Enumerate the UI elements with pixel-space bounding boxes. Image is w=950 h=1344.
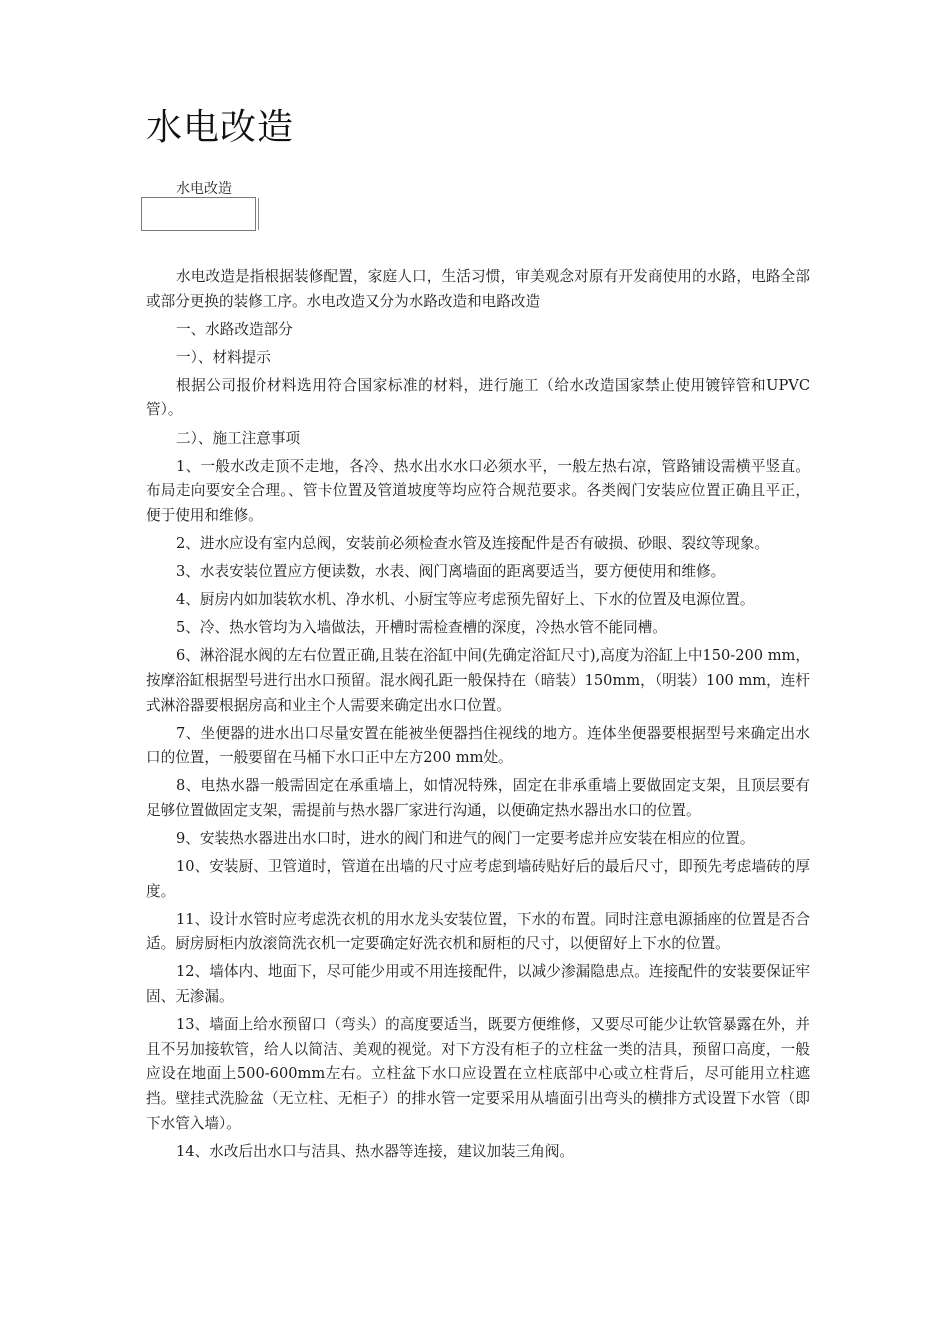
document-subtitle: 水电改造 (176, 181, 232, 197)
list-item-12: 12、墙体内、地面下，尽可能少用或不用连接配件，以减少渗漏隐患点。连接配件的安装要保证牢固、无渗漏。 (146, 963, 810, 1006)
subsection-heading-construction: 二）、施工注意事项 (176, 429, 301, 447)
list-item-2: 2、进水应设有室内总阀，安装前必须检查水管及连接配件是否有破损、砂眼、裂纹等现象。 (176, 534, 770, 552)
list-item-14: 14、水改后出水口与洁具、热水器等连接，建议加装三角阀。 (176, 1142, 575, 1160)
list-item-4: 4、厨房内如加装软水机、净水机、小厨宝等应考虑预先留好上、下水的位置及电源位置。 (176, 591, 755, 609)
list-item-8: 8、电热水器一般需固定在承重墙上，如情况特殊，固定在非承重墙上要做固定支架，且顶层要有足够位置做固定支架，需提前与热水器厂家进行沟通，以便确定热水器出水口的位置。 (146, 777, 810, 819)
list-item-9: 9、安装热水器进出水口时，进水的阀门和进气的阀门一定要考虑并应安装在相应的位置。 (176, 829, 755, 847)
materials-paragraph: 根据公司报价材料选用符合国家标准的材料，进行施工（给水改造国家禁止使用镀锌管和UPVC管）。 (146, 376, 810, 419)
list-item-1: 1、一般水改走顶不走地，各冷、热水出水水口必须水平，一般左热右凉，管路铺设需横平竖直。布局走向要安全合理。、管卡位置及管道坡度等均应符合规范要求。各类阀门安装应位置正确且平正，便于使用和维修。 (146, 457, 810, 524)
list-item-10: 10、安装厨、卫管道时，管道在出墙的尺寸应考虑到墙砖贴好后的最后尺寸，即预先考虑墙砖的厚度。 (146, 858, 810, 900)
section-heading-water: 一、水路改造部分 (176, 320, 293, 338)
list-item-5: 5、冷、热水管均为入墙做法，开槽时需检查槽的深度，冷热水管不能同槽。 (176, 619, 667, 637)
list-item-7: 7、坐便器的进水出口尽量安置在能被坐便器挡住视线的地方。连体坐便器要根据型号来确定出水口的位置，一般要留在马桶下水口正中左方200 mm处。 (146, 724, 810, 767)
empty-image-frame (141, 197, 256, 231)
list-item-3: 3、水表安装位置应方便读数，水表、阀门离墙面的距离要适当，要方便使用和维修。 (176, 563, 726, 581)
list-item-11: 11、设计水管时应考虑洗衣机的用水龙头安装位置，下水的布置。同时注意电源插座的位置是否合适。厨房厨柜内放滚筒洗衣机一定要确定好洗衣机和厨柜的尺寸，以便留好上下水的位置。 (146, 910, 810, 953)
intro-paragraph: 水电改造是指根据装修配置，家庭人口，生活习惯，审美观念对原有开发商使用的水路，电路全部或部分更换的装修工序。水电改造又分为水路改造和电路改造 (146, 268, 810, 310)
list-item-13: 13、墙面上给水预留口（弯头）的高度要适当，既要方便维修，又要尽可能少让软管暴露在外，并且不另加接软管，给人以简洁、美观的视觉。对下方没有柜子的立柱盆一类的洁具，预留口高度，一般应设在地面上500-600mm左右。立柱盆下水口应设置在立柱底部中心或立柱背后，尽可能用立柱遮挡。壁挂式洗脸盆（无立柱、无柜子）的排水管一定要采用从墙面引出弯头的横排方式设置下水管（即下水管入墙）。 (146, 1016, 810, 1132)
list-item-6: 6、淋浴混水阀的左右位置正确,且装在浴缸中间(先确定浴缸尺寸),高度为浴缸上中150-200 mm，按摩浴缸根据型号进行出水口预留。混水阀孔距一般保持在（暗装）150mm，（明装）100 mm，连杆式淋浴器要根据房高和业主个人需要来确定出水口位置。 (146, 647, 810, 714)
subsection-heading-materials: 一）、材料提示 (176, 348, 271, 366)
document-body (146, 265, 810, 1168)
document-title: 水电改造 (146, 107, 295, 148)
